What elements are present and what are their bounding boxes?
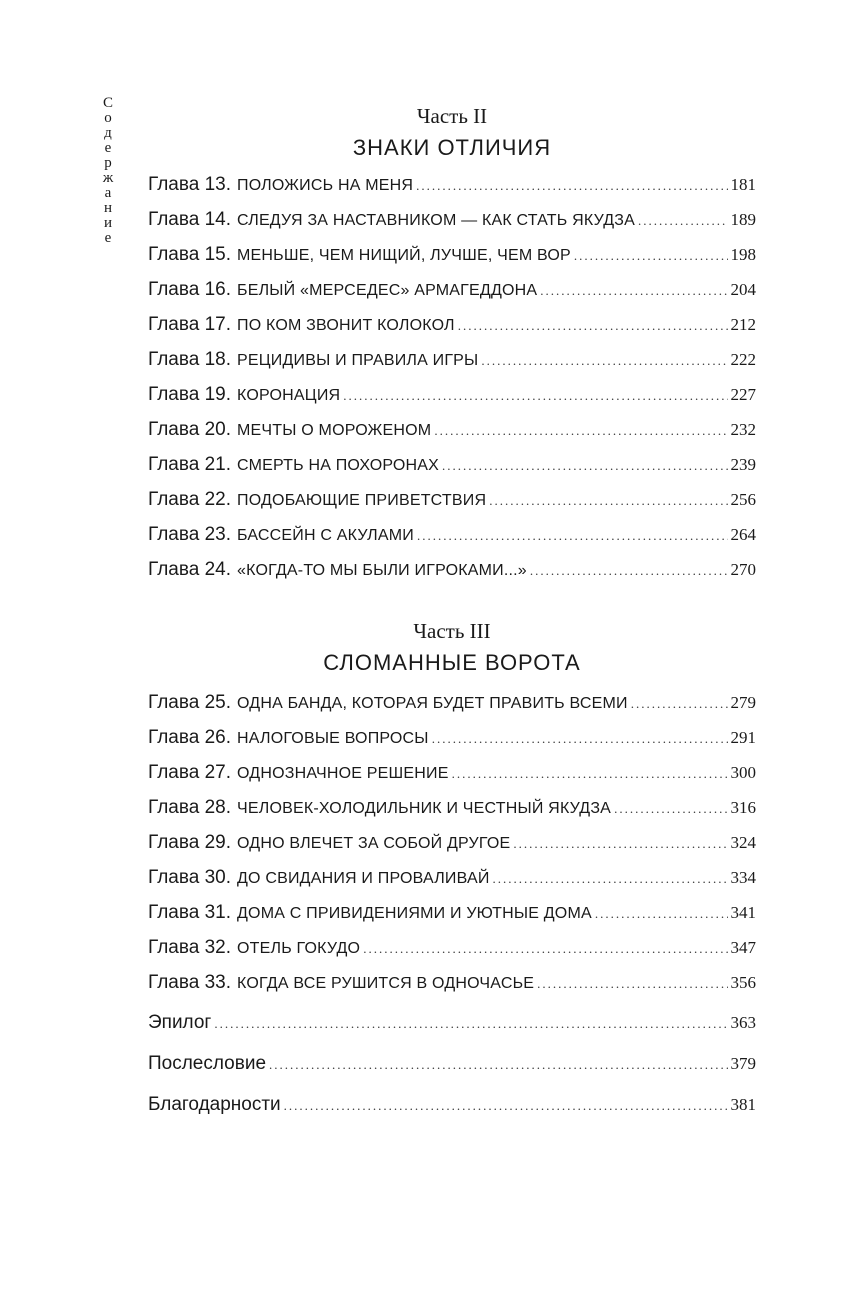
chapter-page: 204 <box>730 280 756 299</box>
dot-leader <box>614 801 727 817</box>
toc-entry[interactable] <box>148 209 756 244</box>
dot-leader <box>489 493 727 509</box>
dot-leader <box>452 766 728 782</box>
chapter-label: Глава 24. <box>148 559 232 580</box>
part-2-title: ЗНАКИ ОТЛИЧИЯ <box>352 135 552 160</box>
chapter-label: Глава 23. <box>148 524 232 545</box>
chapter-title: ЧЕЛОВЕК-ХОЛОДИЛЬНИК И ЧЕСТНЫЙ ЯКУДЗА <box>237 800 612 817</box>
back-matter-title: Эпилог <box>148 1012 212 1033</box>
chapter-title: «КОГДА-ТО МЫ БЫЛИ ИГРОКАМИ...» <box>237 562 527 579</box>
chapter-title: ОДНА БАНДА, КОТОРАЯ БУДЕТ ПРАВИТЬ ВСЕМИ <box>237 695 628 712</box>
chapter-page: 239 <box>730 455 756 474</box>
part-2-chapter-list <box>148 174 756 594</box>
chapter-label: Глава 21. <box>148 454 232 475</box>
chapter-title: БЕЛЫЙ «МЕРСЕДЕС» АРМАГЕДДОНА <box>237 282 538 299</box>
toc-entry[interactable] <box>148 419 756 454</box>
chapter-page: 222 <box>730 350 756 369</box>
dot-leader <box>442 458 727 474</box>
dot-leader <box>631 696 728 712</box>
toc-entry[interactable] <box>148 279 756 314</box>
dot-leader <box>493 871 728 887</box>
chapter-page: 347 <box>730 938 756 957</box>
toc-entry[interactable] <box>148 314 756 349</box>
side-label-letter: д <box>104 125 112 141</box>
toc-entry-acknowledgements[interactable] <box>148 1094 756 1135</box>
dot-leader <box>595 906 728 922</box>
chapter-page: 279 <box>730 693 756 712</box>
dot-leader <box>284 1098 728 1114</box>
chapter-page: 291 <box>730 728 756 747</box>
toc-entry[interactable] <box>148 174 756 209</box>
side-label-letter: р <box>104 155 112 171</box>
chapter-label: Глава 32. <box>148 937 232 958</box>
chapter-title: ПОДОБАЮЩИЕ ПРИВЕТСТВИЯ <box>237 492 487 509</box>
chapter-label: Глава 15. <box>148 244 232 265</box>
back-matter-list <box>148 1012 756 1135</box>
chapter-title: СМЕРТЬ НА ПОХОРОНАХ <box>237 457 440 474</box>
part-3-heading <box>148 619 756 677</box>
side-label-letter: ж <box>102 170 114 186</box>
part-2-heading <box>148 104 756 162</box>
chapter-label: Глава 26. <box>148 727 232 748</box>
chapter-label: Глава 16. <box>148 279 232 300</box>
toc-entry-epilogue[interactable] <box>148 1012 756 1053</box>
toc-entry[interactable] <box>148 972 756 1007</box>
dot-leader <box>343 388 727 404</box>
chapter-title: КОГДА ВСЕ РУШИТСЯ В ОДНОЧАСЬЕ <box>237 975 535 992</box>
chapter-title: РЕЦИДИВЫ И ПРАВИЛА ИГРЫ <box>237 352 479 369</box>
chapter-page: 198 <box>730 245 756 264</box>
toc-entry[interactable] <box>148 797 756 832</box>
side-label-letter: н <box>103 200 113 216</box>
chapter-label: Глава 18. <box>148 349 232 370</box>
chapter-title: МЕЧТЫ О МОРОЖЕНОМ <box>237 422 432 439</box>
chapter-page: 189 <box>730 210 756 229</box>
chapter-label: Глава 33. <box>148 972 232 993</box>
chapter-page: 181 <box>730 175 756 194</box>
side-label-contents <box>98 96 118 246</box>
part-3-chapter-list <box>148 692 756 1007</box>
toc-entry[interactable] <box>148 559 756 594</box>
toc-entry[interactable] <box>148 244 756 279</box>
chapter-page: 356 <box>730 973 756 992</box>
toc-entry[interactable] <box>148 902 756 937</box>
chapter-title: ОТЕЛЬ ГОКУДО <box>237 940 361 957</box>
dot-leader <box>434 423 727 439</box>
chapter-title: МЕНЬШЕ, ЧЕМ НИЩИЙ, ЛУЧШЕ, ЧЕМ ВОР <box>237 247 571 264</box>
toc-entry[interactable] <box>148 489 756 524</box>
chapter-title: ОДНО ВЛЕЧЕТ ЗА СОБОЙ ДРУГОЕ <box>237 835 511 852</box>
side-label-letter: и <box>103 215 113 231</box>
dot-leader <box>417 528 728 544</box>
dot-leader <box>540 283 727 299</box>
toc-entry[interactable] <box>148 524 756 559</box>
chapter-page: 341 <box>730 903 756 922</box>
chapter-page: 256 <box>730 490 756 509</box>
dot-leader <box>458 318 728 334</box>
toc-entry[interactable] <box>148 832 756 867</box>
chapter-title: НАЛОГОВЫЕ ВОПРОСЫ <box>237 730 429 747</box>
chapter-page: 212 <box>730 315 756 334</box>
chapter-title: БАССЕЙН С АКУЛАМИ <box>237 527 414 544</box>
dot-leader <box>214 1016 727 1032</box>
chapter-page: 324 <box>730 833 756 852</box>
toc-entry-afterword[interactable] <box>148 1053 756 1094</box>
chapter-title: ПО КОМ ЗВОНИТ КОЛОКОЛ <box>237 317 455 334</box>
dot-leader <box>530 563 728 579</box>
chapter-label: Глава 20. <box>148 419 232 440</box>
dot-leader <box>574 248 728 264</box>
part-3-number: Часть III <box>413 619 491 643</box>
chapter-page: 316 <box>730 798 756 817</box>
chapter-label: Глава 22. <box>148 489 232 510</box>
toc-entry[interactable] <box>148 937 756 972</box>
chapter-label: Глава 31. <box>148 902 232 923</box>
side-label-letter: е <box>104 140 112 156</box>
back-matter-page: 379 <box>730 1054 756 1073</box>
toc-entry[interactable] <box>148 692 756 727</box>
side-label-letter: С <box>102 95 113 111</box>
dot-leader <box>416 178 727 194</box>
chapter-label: Глава 14. <box>148 209 232 230</box>
back-matter-title: Послесловие <box>148 1053 267 1074</box>
side-label-letter: о <box>104 110 112 126</box>
chapter-page: 334 <box>730 868 756 887</box>
chapter-page: 264 <box>730 525 756 544</box>
chapter-label: Глава 17. <box>148 314 232 335</box>
chapter-label: Глава 19. <box>148 384 232 405</box>
chapter-page: 270 <box>730 560 756 579</box>
chapter-label: Глава 13. <box>148 174 232 195</box>
dot-leader <box>432 731 728 747</box>
back-matter-title: Благодарности <box>148 1094 281 1115</box>
dot-leader <box>269 1057 727 1073</box>
part-2-number: Часть II <box>416 104 488 128</box>
dot-leader <box>513 836 727 852</box>
dot-leader <box>481 353 727 369</box>
back-matter-page: 381 <box>730 1095 756 1114</box>
chapter-label: Глава 27. <box>148 762 232 783</box>
toc-entry[interactable] <box>148 727 756 762</box>
dot-leader <box>638 213 728 229</box>
toc-entry[interactable] <box>148 867 756 902</box>
chapter-page: 300 <box>730 763 756 782</box>
chapter-label: Глава 28. <box>148 797 232 818</box>
chapter-title: ДОМА С ПРИВИДЕНИЯМИ И УЮТНЫЕ ДОМА <box>237 905 592 922</box>
chapter-page: 232 <box>730 420 756 439</box>
toc-entry[interactable] <box>148 349 756 384</box>
back-matter-page: 363 <box>730 1013 756 1032</box>
chapter-title: ДО СВИДАНИЯ И ПРОВАЛИВАЙ <box>237 870 490 887</box>
toc-entry[interactable] <box>148 384 756 419</box>
toc-entry[interactable] <box>148 454 756 489</box>
side-label-letter: а <box>104 185 112 201</box>
toc-entry[interactable] <box>148 762 756 797</box>
side-label-letter: е <box>104 230 112 246</box>
dot-leader <box>363 941 727 957</box>
part-3-title: СЛОМАННЫЕ ВОРОТА <box>323 650 581 675</box>
chapter-label: Глава 29. <box>148 832 232 853</box>
chapter-page: 227 <box>730 385 756 404</box>
chapter-title: ОДНОЗНАЧНОЕ РЕШЕНИЕ <box>237 765 449 782</box>
chapter-label: Глава 30. <box>148 867 232 888</box>
dot-leader <box>537 976 727 992</box>
chapter-label: Глава 25. <box>148 692 232 713</box>
chapter-title: ПОЛОЖИСЬ НА МЕНЯ <box>237 177 414 194</box>
chapter-title: КОРОНАЦИЯ <box>237 387 341 404</box>
chapter-title: СЛЕДУЯ ЗА НАСТАВНИКОМ — КАК СТАТЬ ЯКУДЗА <box>237 212 635 229</box>
